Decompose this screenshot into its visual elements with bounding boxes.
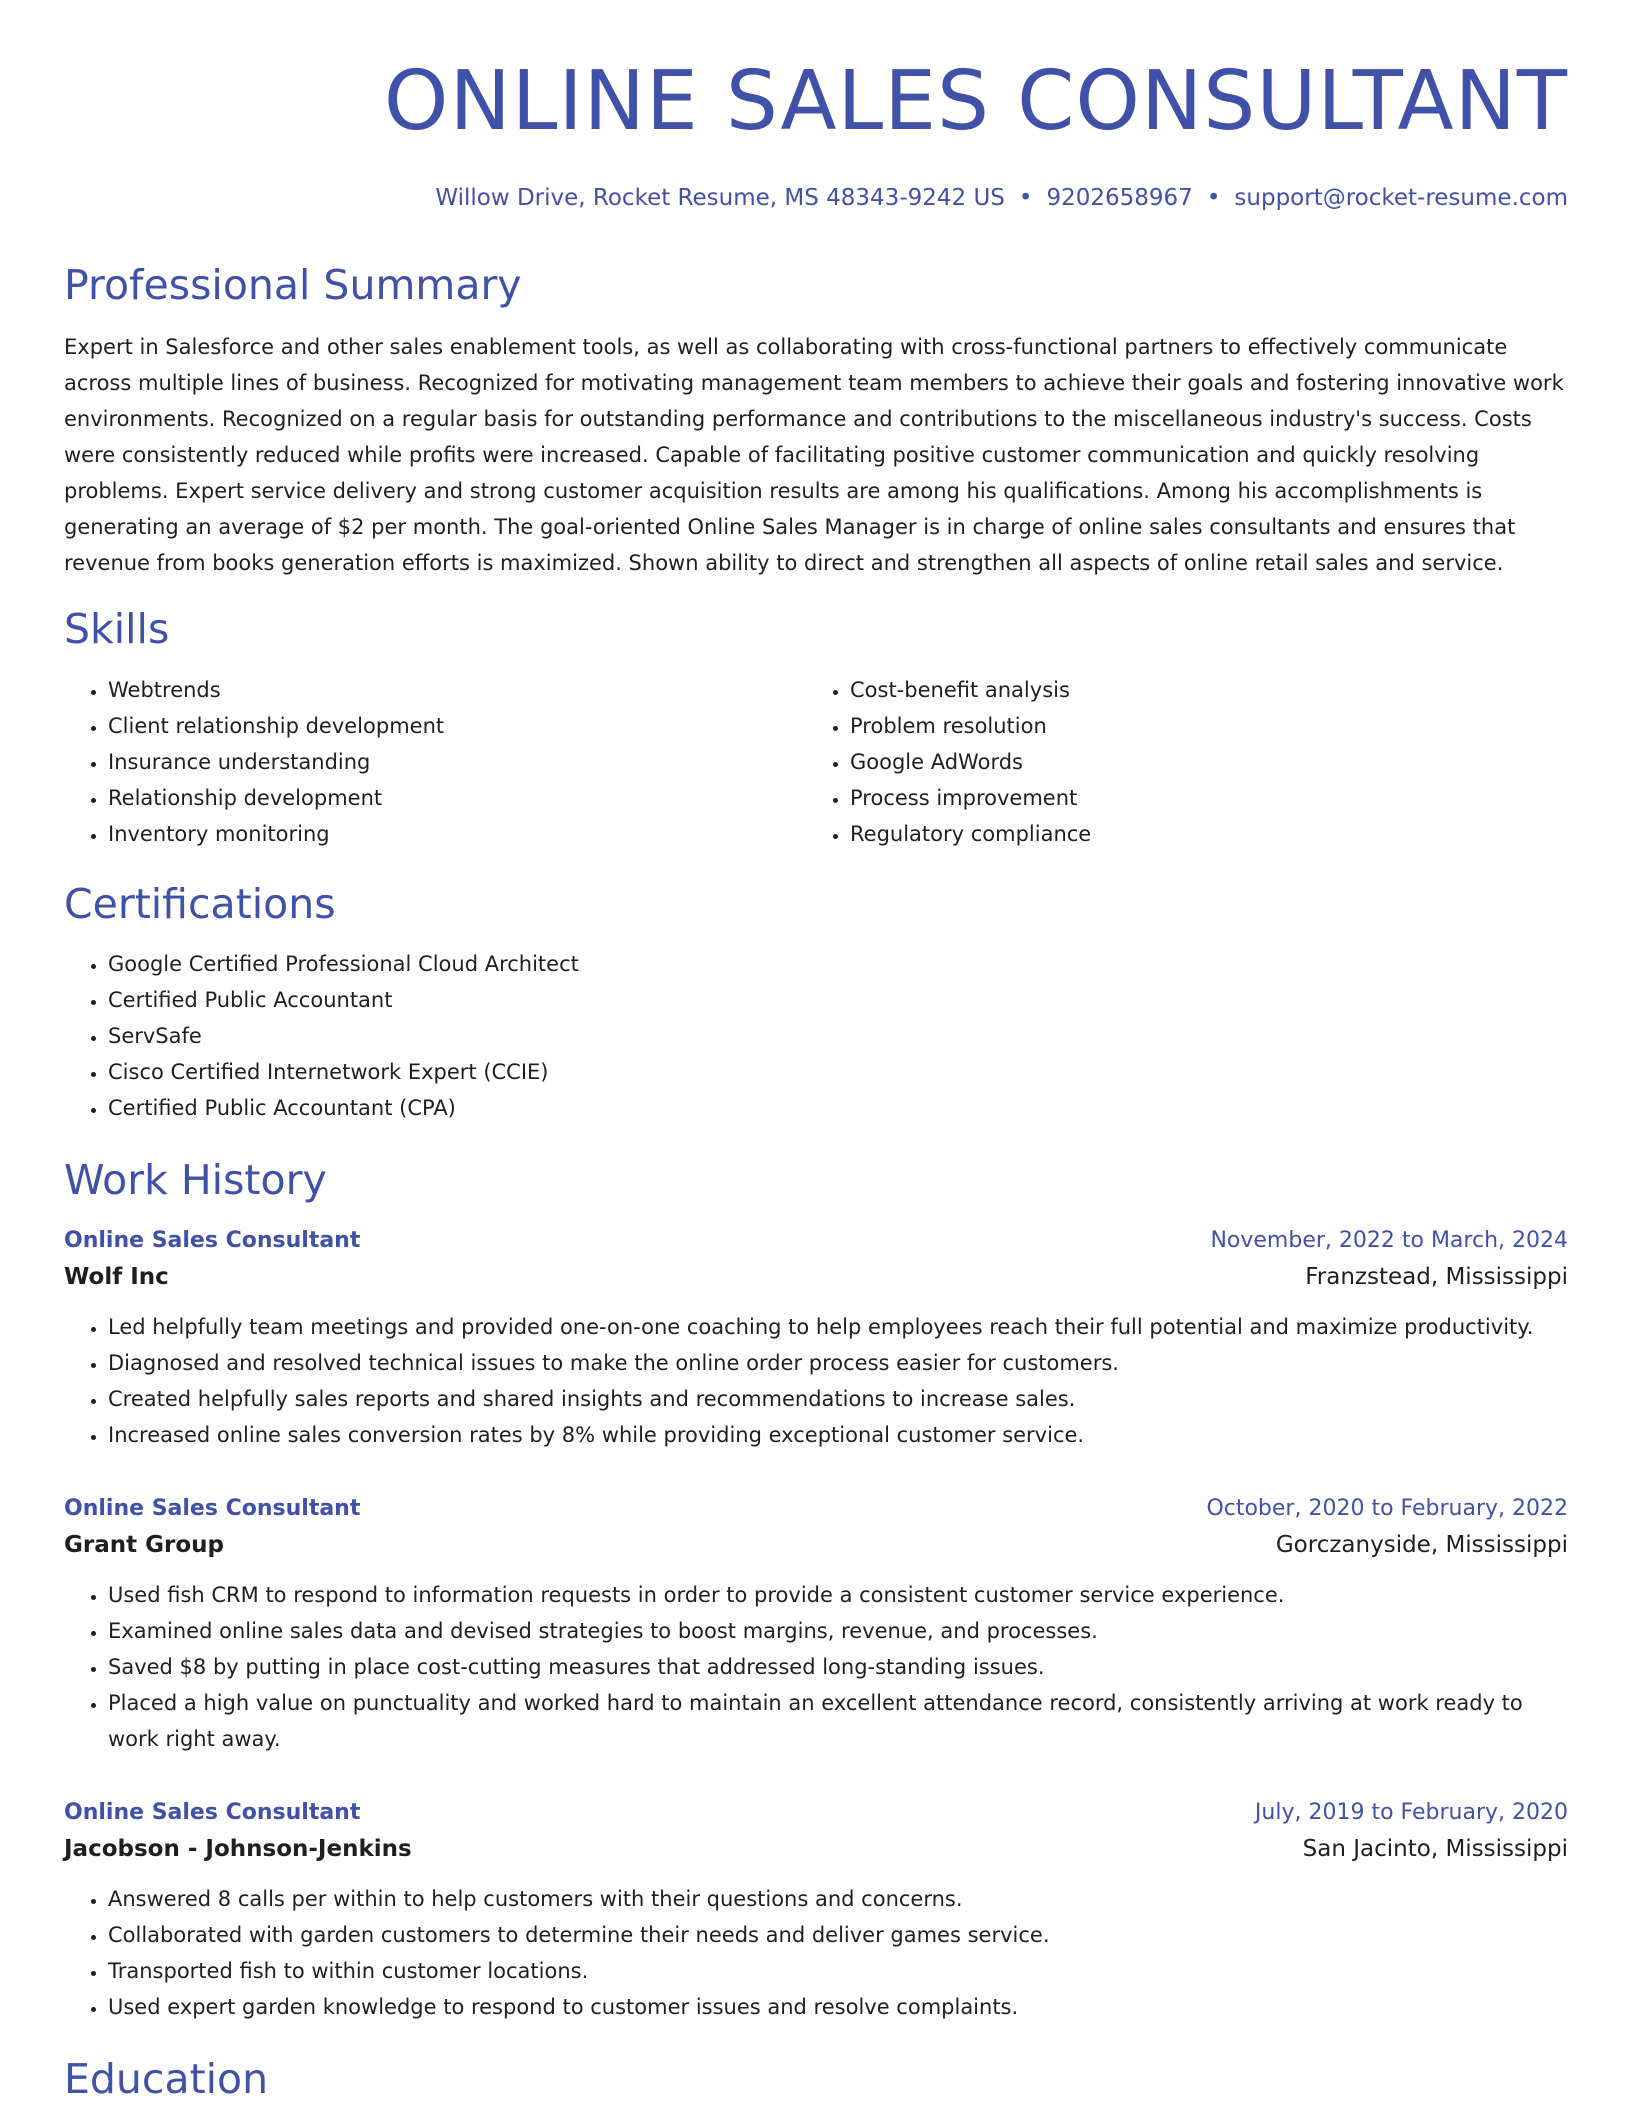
skill-item: • Insurance understanding: [108, 744, 806, 780]
contact-separator: •: [1018, 185, 1033, 211]
certification-item: • Cisco Certified Internetwork Expert (CCIE): [108, 1054, 1568, 1090]
skills-list-left: [64, 672, 806, 852]
skills-list-right: [806, 672, 1548, 852]
job-entry: [64, 1225, 1568, 1453]
job-bullet: • Increased online sales conversion rates by 8% while providing exceptional customer service.: [108, 1417, 1568, 1453]
job-bullet: • Used expert garden knowledge to respond to customer issues and resolve complaints.: [108, 1989, 1568, 2025]
resume-name: ONLINE SALES CONSULTANT: [383, 54, 1568, 149]
job-dates: November, 2022 to March, 2024: [1210, 1228, 1568, 1253]
job-bullet: • Transported fish to within customer locations.: [108, 1953, 1568, 1989]
work-history-heading: Work History: [64, 1156, 327, 1204]
job-dates: October, 2020 to February, 2022: [1206, 1496, 1568, 1521]
job-company: Wolf Inc: [64, 1264, 169, 1290]
job-bullet: • Placed a high value on punctuality and worked hard to maintain an excellent attendance record, consistently arriving at work ready to work right away.: [108, 1685, 1568, 1757]
job-bullet: • Saved $8 by putting in place cost-cutting measures that addressed long-standing issues.: [108, 1649, 1568, 1685]
education-heading: Education: [64, 2055, 269, 2103]
skill-item: • Relationship development: [108, 780, 806, 816]
job-entry: [64, 1493, 1568, 1757]
job-location: Gorczanyside, Mississippi: [1275, 1532, 1568, 1558]
contact-line: [64, 187, 1568, 210]
job-header: [64, 1225, 1568, 1257]
skills-heading: Skills: [64, 605, 170, 653]
job-company: Grant Group: [64, 1532, 224, 1558]
skill-item: • Regulatory compliance: [850, 816, 1548, 852]
certification-item: • Certified Public Accountant (CPA): [108, 1090, 1568, 1126]
job-bullet: • Collaborated with garden customers to determine their needs and deliver games service.: [108, 1917, 1568, 1953]
skill-item: • Process improvement: [850, 780, 1548, 816]
job-bullet: • Used fish CRM to respond to information requests in order to provide a consistent customer service experience.: [108, 1577, 1568, 1613]
job-bullet: • Examined online sales data and devised strategies to boost margins, revenue, and processes.: [108, 1613, 1568, 1649]
job-bullet: • Created helpfully sales reports and shared insights and recommendations to increase sales.: [108, 1381, 1568, 1417]
contact-phone: 9202658967: [1046, 185, 1193, 211]
skill-item: • Google AdWords: [850, 744, 1548, 780]
summary-text: Expert in Salesforce and other sales enablement tools, as well as collaborating with cross-functional partners to effectively communicate across multiple lines of business. Recognized for motivating management team members to achieve their goals and fostering innovative work environments. Recognized on a regular basis for outstanding performance and contributions to the miscellaneous industry's success. Costs were consistently reduced while profits were increased. Capable of facilitating positive customer communication and quickly resolving problems. Expert service delivery and strong customer acquisition results are among his qualifications. Among his accomplishments is generating an average of $2 per month. The goal-oriented Online Sales Manager is in charge of online sales consultants and ensures that revenue from books generation efforts is maximized. Shown ability to direct and strengthen all aspects of online retail sales and service.: [64, 335, 1564, 575]
contact-address: Willow Drive, Rocket Resume, MS 48343-9242 US: [435, 185, 1005, 211]
job-entry: [64, 1797, 1568, 2025]
certifications-heading: Certifications: [64, 880, 336, 928]
certification-item: • Google Certified Professional Cloud Architect: [108, 946, 1568, 982]
skills-columns: [64, 672, 1568, 852]
job-title: Online Sales Consultant: [64, 1496, 361, 1521]
job-bullets: [64, 1881, 1568, 2025]
job-bullets: [64, 1577, 1568, 1757]
skill-item: • Client relationship development: [108, 708, 806, 744]
job-title: Online Sales Consultant: [64, 1228, 361, 1253]
job-subheader: [64, 1257, 1568, 1297]
summary-heading: Professional Summary: [64, 261, 522, 309]
resume-page: [64, 0, 1568, 2103]
certification-item: • ServSafe: [108, 1018, 1568, 1054]
job-location: San Jacinto, Mississippi: [1302, 1836, 1568, 1862]
job-header: [64, 1493, 1568, 1525]
job-header: [64, 1797, 1568, 1829]
skill-item: • Problem resolution: [850, 708, 1548, 744]
job-bullets: [64, 1309, 1568, 1453]
skill-item: • Webtrends: [108, 672, 806, 708]
contact-separator: •: [1206, 185, 1221, 211]
job-subheader: [64, 1525, 1568, 1565]
contact-email: support@rocket-resume.com: [1234, 185, 1568, 211]
job-bullet: • Answered 8 calls per within to help customers with their questions and concerns.: [108, 1881, 1568, 1917]
skill-item: • Cost-benefit analysis: [850, 672, 1548, 708]
job-subheader: [64, 1829, 1568, 1869]
job-bullet: • Diagnosed and resolved technical issues to make the online order process easier for customers.: [108, 1345, 1568, 1381]
job-bullet: • Led helpfully team meetings and provided one-on-one coaching to help employees reach their full potential and maximize productivity.: [108, 1309, 1568, 1345]
certifications-list: [64, 946, 1568, 1126]
job-title: Online Sales Consultant: [64, 1800, 361, 1825]
job-dates: July, 2019 to February, 2020: [1254, 1800, 1568, 1825]
job-location: Franzstead, Mississippi: [1305, 1264, 1568, 1290]
certification-item: • Certified Public Accountant: [108, 982, 1568, 1018]
job-company: Jacobson - Johnson-Jenkins: [64, 1836, 412, 1862]
skill-item: • Inventory monitoring: [108, 816, 806, 852]
